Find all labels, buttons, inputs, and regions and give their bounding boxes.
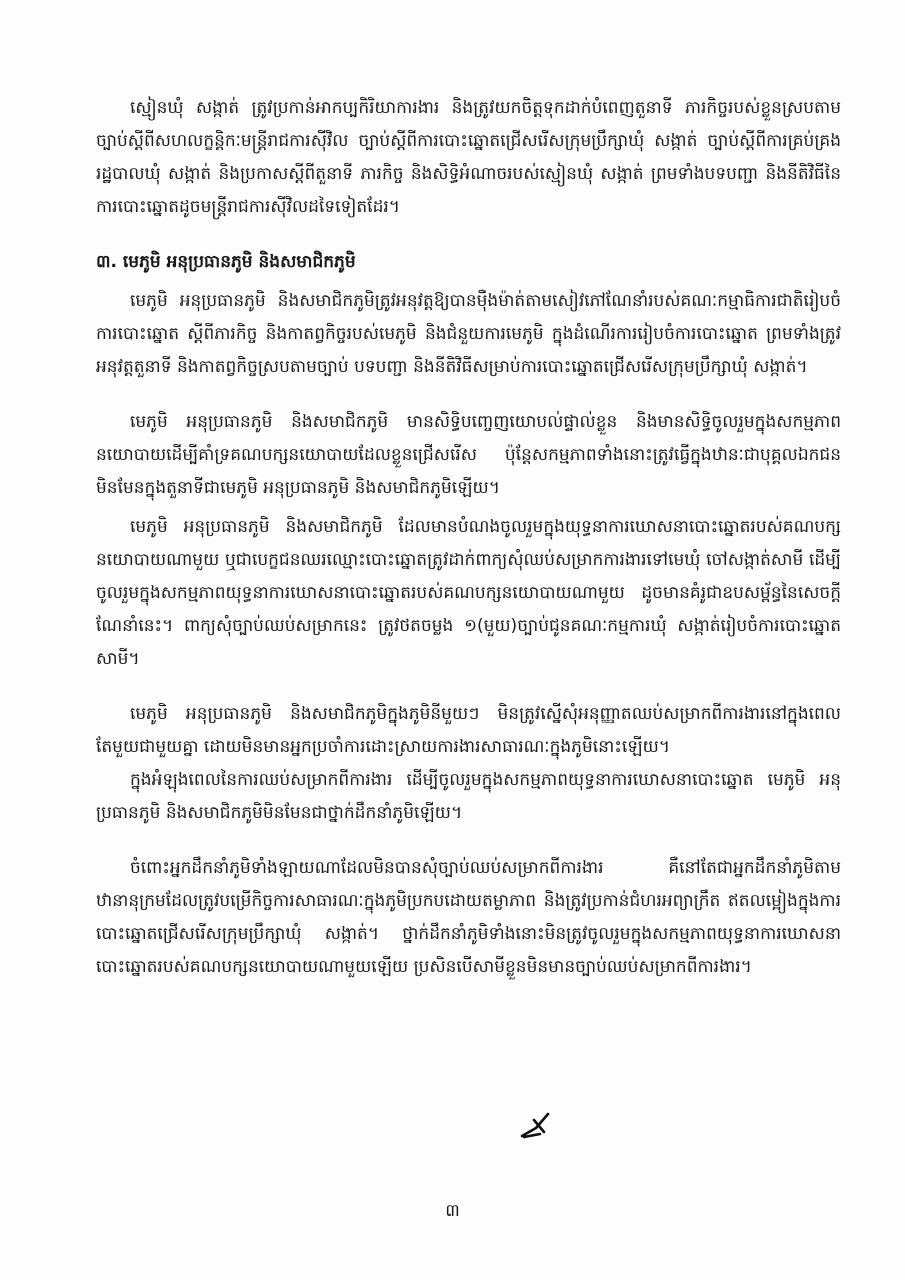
paragraph-clerk-conduct: ស្មៀនឃុំ សង្កាត់ ត្រូវប្រកាន់អាកប្បកិរិយាការងារ និងត្រូវយកចិត្តទុកដាក់បំពេញតួនាទី ភារកិច្ចរបស់ខ្លួនស្របតាមច្បាប់ស្តីពីសហលក្ខន្តិកៈមន្ត្រីរាជការស៊ីវិល ច្បាប់ស្តីពីការបោះឆ្នោតជ្រើសរើសក្រុមប្រឹក្សាឃុំ សង្កាត់ ច្បាប់ស្តីពីការគ្រប់គ្រងរដ្ឋបាលឃុំ សង្កាត់ និងប្រកាសស្តីពីតួនាទី ភារកិច្ច និងសិទ្ធិអំណាចរបស់ស្មៀនឃុំ សង្កាត់ ព្រមទាំងបទបញ្ជា និងនីតិវិធីនៃការបោះឆ្នោតដូចមន្ត្រីរាជការស៊ីវិលដទៃទៀតដែរ។ — [96, 98, 841, 217]
section-heading: ៣. មេភូមិ អនុប្រធានភូមិ និងសមាជិកភូមិ — [96, 252, 356, 272]
paragraph-leave-request: មេភូមិ អនុប្រធានភូមិ និងសមាជិកភូមិ ដែលមានបំណងចូលរួមក្នុងយុទ្ធនាការឃោសនាបោះឆ្នោតរបស់គណបក្សនយោបាយណាមួយ ឬជាបេក្ខជនឈរឈ្មោះបោះឆ្នោតត្រូវដាក់ពាក្យសុំឈប់សម្រាកការងារទៅមេឃុំ ចៅសង្កាត់សាមី ដើម្បីចូលរួមក្នុងសកម្មភាពយុទ្ធនាការឃោសនាបោះឆ្នោតរបស់គណបក្សនយោបាយណាមួយ ដូចមានគំរូជាឧបសម្ព័ន្ធនៃសេចក្តីណែនាំនេះ។ ពាក្យសុំច្បាប់ឈប់សម្រាកនេះ ត្រូវថតចម្លង ១(មួយ)ច្បាប់ជូនគណៈកម្មការឃុំ សង្កាត់រៀបចំការបោះឆ្នោតសាមី។ — [96, 517, 841, 669]
paragraph-leave-period-status: ក្នុងអំឡុងពេលនៃការឈប់សម្រាកពីការងារ ដើម្បីចូលរួមក្នុងសកម្មភាពយុទ្ធនាការឃោសនាបោះឆ្នោត មេភូមិ អនុប្រធានភូមិ និងសមាជិកភូមិមិនមែនជាថ្នាក់ដឹកនាំភូមិឡើយ។ — [96, 770, 841, 823]
paragraph-village-chief-duties: មេភូមិ អនុប្រធានភូមិ និងសមាជិកភូមិត្រូវអនុវត្តឱ្យបានម៉ឺងម៉ាត់តាមសៀវភៅណែនាំរបស់គណៈកម្មាធិការជាតិរៀបចំការបោះឆ្នោត ស្តីពីភារកិច្ច និងកាតព្វកិច្ចរបស់មេភូមិ និងជំនួយការមេភូមិ ក្នុងដំណើរការរៀបចំការបោះឆ្នោត ព្រមទាំងត្រូវអនុវត្តតួនាទី និងកាតព្វកិច្ចស្របតាមច្បាប់ បទបញ្ជា និងនីតិវិធីសម្រាប់ការបោះឆ្នោតជ្រើសរើសក្រុមប្រឹក្សាឃុំ សង្កាត់។ — [96, 291, 841, 377]
paragraph-no-simultaneous-leave: មេភូមិ អនុប្រធានភូមិ និងសមាជិកភូមិក្នុងភូមិនីមួយៗ មិនត្រូវស្នើសុំអនុញ្ញាតឈប់សម្រាកពីការងារនៅក្នុងពេលតែមួយជាមួយគ្នា ដោយមិនមានអ្នកប្រចាំការដោះស្រាយការងារសាធារណៈក្នុងភូមិនោះឡើយ។ — [96, 704, 841, 757]
initial-signature-mark — [518, 1106, 558, 1142]
document-body — [96, 92, 841, 984]
paragraph-leaders-without-leave: ចំពោះអ្នកដឹកនាំភូមិទាំងឡាយណាដែលមិនបានសុំច្បាប់ឈប់សម្រាកពីការងារ គឺនៅតែជាអ្នកដឹកនាំភូមិតាមឋានានុក្រមដែលត្រូវបម្រើកិច្ចការសាធារណៈក្នុងភូមិប្រកបដោយតម្លាភាព និងត្រូវប្រកាន់ជំហរអព្យាក្រឹត ឥតលម្អៀងក្នុងការបោះឆ្នោតជ្រើសរើសក្រុមប្រឹក្សាឃុំ សង្កាត់។ ថ្នាក់ដឹកនាំភូមិទាំងនោះមិនត្រូវចូលរួមក្នុងសកម្មភាពយុទ្ធនាការឃោសនាបោះឆ្នោតរបស់គណបក្សនយោបាយណាមួយឡើយ ប្រសិនបើសាមីខ្លួនមិនមានច្បាប់ឈប់សម្រាកពីការងារ។ — [96, 858, 841, 977]
page-number: ៣ — [445, 1201, 460, 1221]
paragraph-political-rights: មេភូមិ អនុប្រធានភូមិ និងសមាជិកភូមិ មានសិទ្ធិបញ្ចេញយោបល់ផ្ទាល់ខ្លួន និងមានសិទ្ធិចូលរួមក្នុងសកម្មភាពនយោបាយដើម្បីគាំទ្រគណបក្សនយោបាយដែលខ្លួនជ្រើសរើស ប៉ុន្តែសកម្មភាពទាំងនោះត្រូវធ្វើក្នុងឋានៈជាបុគ្គលឯកជន មិនមែនក្នុងតួនាទីជាមេភូមិ អនុប្រធានភូមិ និងសមាជិកភូមិឡើយ។ — [96, 412, 841, 498]
